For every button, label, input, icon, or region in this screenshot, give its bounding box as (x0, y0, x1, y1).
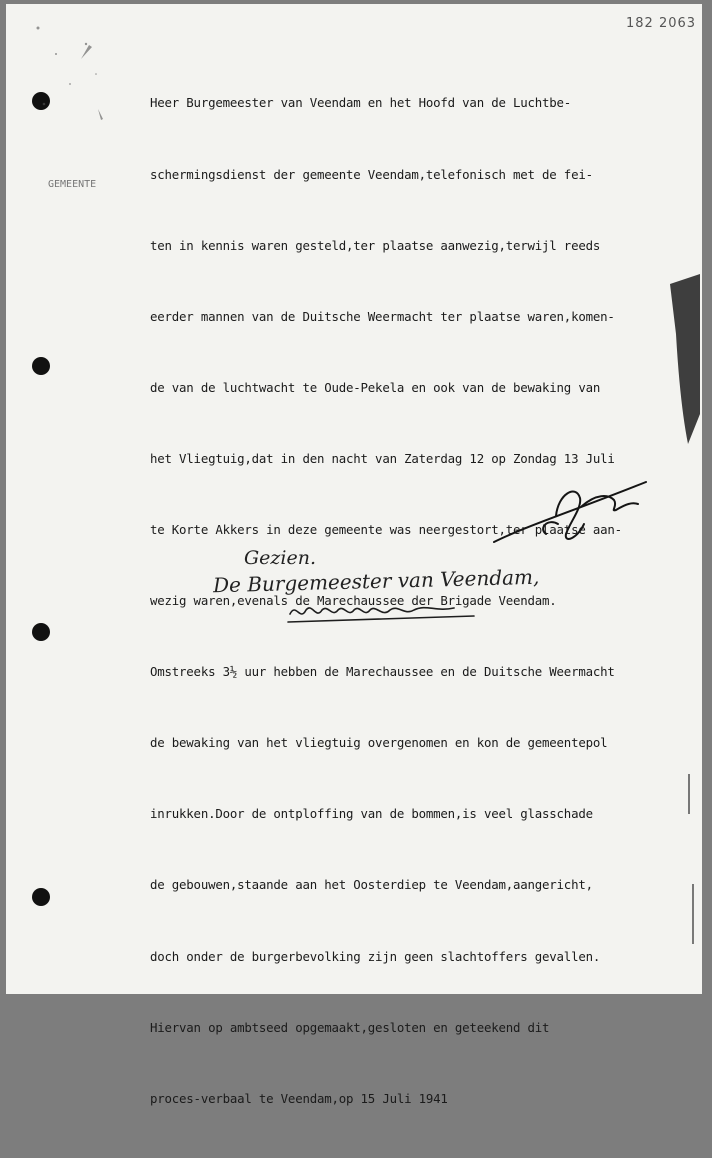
typed-line: Heer Burgemeester van Veendam en het Hoofd van de Luchtbe- (150, 95, 572, 111)
typed-line: de gebouwen,staande aan het Oosterdiep te Veendam,aangericht, (150, 877, 593, 893)
typed-line: Omstreeks 3½ uur hebben de Marechaussee en de Duitsche Weermacht (150, 664, 615, 680)
typed-line: te Korte Akkers in deze gemeente was neergestort,ter plaatse aan- (150, 521, 622, 537)
typed-line: inrukken.Door de ontploffing van de bommen,is veel glasschade (150, 806, 593, 822)
punch-hole (32, 888, 50, 906)
handwritten-signature-scrawl (286, 600, 486, 630)
archive-number: 182 2063 (626, 16, 697, 31)
typed-line: de van de luchtwacht te Oude-Pekela en ook van de bewaking van (150, 379, 601, 395)
document-page (6, 4, 702, 1106)
handwritten-burgemeester: De Burgemeester van Veendam, (212, 564, 540, 598)
margin-note: GEMEENTE (48, 179, 97, 190)
punch-hole (32, 357, 50, 375)
typed-line: Hiervan op ambtseed opgemaakt,gesloten en geteekend dit (150, 1019, 550, 1035)
typed-line: doch onder de burgerbevolking zijn geen slachtoffers gevallen. (150, 948, 601, 964)
punch-hole (32, 623, 50, 641)
typed-line: wezig waren,evenals de Marechaussee der Brigade Veendam. (150, 593, 557, 609)
typed-line: ten in kennis waren gesteld,ter plaatse aanwezig,terwijl reeds (150, 237, 601, 253)
typed-line: het Vliegtuig,dat in den nacht van Zaterdag 12 op Zondag 13 Juli (150, 450, 615, 466)
typed-line: eerder mannen van de Duitsche Weermacht ter plaatse waren,komen- (150, 308, 615, 324)
typed-line: de bewaking van het vliegtuig overgenomen en kon de gemeentepol (150, 735, 608, 751)
typed-line: proces-verbaal te Veendam,op 15 Juli 1941 (150, 1090, 448, 1106)
typed-line: schermingsdienst der gemeente Veendam,telefonisch met de fei- (150, 166, 593, 182)
handwritten-gezien: Gezien. (244, 547, 317, 569)
copy-noise (26, 14, 116, 134)
signature (486, 464, 656, 554)
